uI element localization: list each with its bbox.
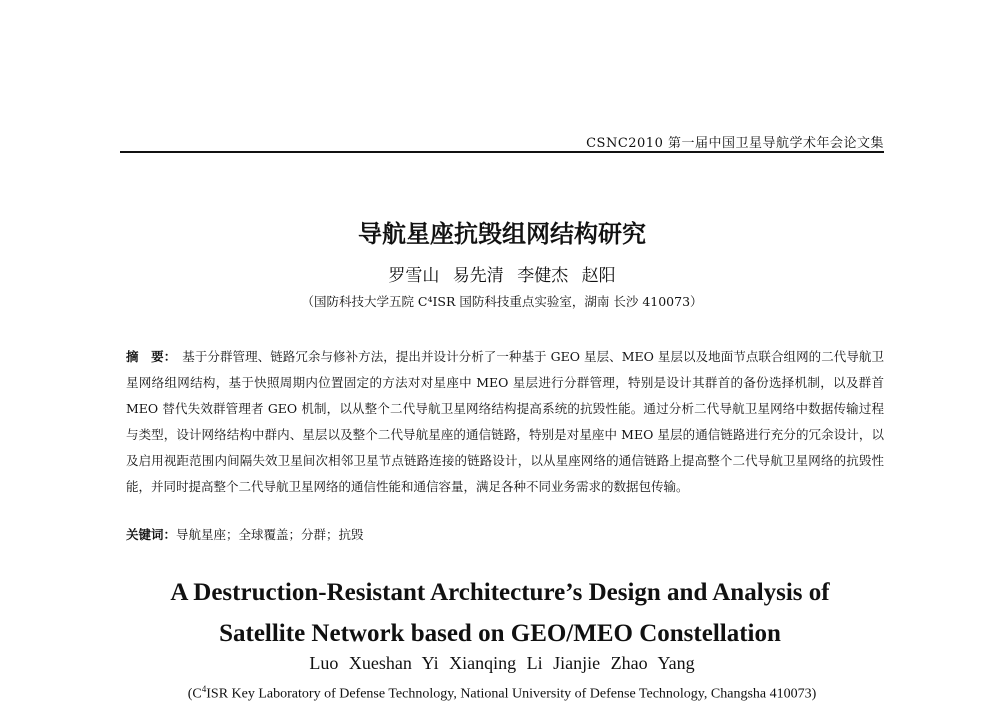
chinese-affiliation: （国防科技大学五院 C⁴ISR 国防科技重点实验室，湖南 长沙 410073） [301, 294, 703, 309]
abstract-text: 基于分群管理、链路冗余与修补方法，提出并设计分析了一种基于 GEO 星层、MEO 星层以及地面节点联合组网的二代导航卫星网络组网结构，基于快照周期内位置固定的方法对对星座中 MEO 星层进行分群管理，特别是设计其群首的备份选择机制，以及群首 MEO 替代失效群管理者 GEO 机制，以从整个二代导航卫星网络结构提高系统的抗毁性能。通过分析二代导航卫星网络中数据传输过程与类型，设计网络结构中群内、星层以及整个二代导航星座的通信链路，特别是对星座中 MEO 星层的通信链路进行充分的冗余设计，以及启用视距范围内间隔失效卫星间次相邻卫星节点链路连接的链路设计，以从星座网络的通信链路上提高整个二代导航卫星网络的抗毁性能，并同时提高整个二代导航卫星网络的通信性能和通信容量，满足各种不同业务需求的数据包传输。 [126, 349, 884, 494]
english-title [100, 572, 900, 654]
abstract-label: 摘 要： [126, 349, 177, 364]
english-title-line-2: Satellite Network based on GEO/MEO Constellation [219, 620, 781, 647]
keywords-label: 关键词： [126, 527, 177, 542]
affil-prefix: (C [187, 686, 202, 702]
english-authors: Luo Xueshan Yi Xianqing Li Jianjie Zhao Yang [309, 653, 695, 673]
chinese-keywords [126, 525, 884, 543]
affil-rest: ISR Key Laboratory of Defense Technology, National University of Defense Technology, Changsha 410073) [206, 686, 817, 702]
chinese-title: 导航星座抗毁组网结构研究 [358, 220, 646, 248]
english-affiliation [120, 684, 884, 703]
chinese-authors: 罗雪山 易先清 李健杰 赵阳 [388, 266, 616, 286]
english-title-line-1: A Destruction-Resistant Architecture’s Design and Analysis of [170, 579, 830, 606]
keywords-text: 导航星座；全球覆盖；分群；抗毁 [176, 527, 364, 542]
chinese-abstract [126, 344, 884, 500]
header-rule [120, 151, 884, 153]
running-head: CSNC2010 第一届中国卫星导航学术年会论文集 [586, 136, 884, 151]
affil-superscript: 4 [201, 684, 207, 694]
